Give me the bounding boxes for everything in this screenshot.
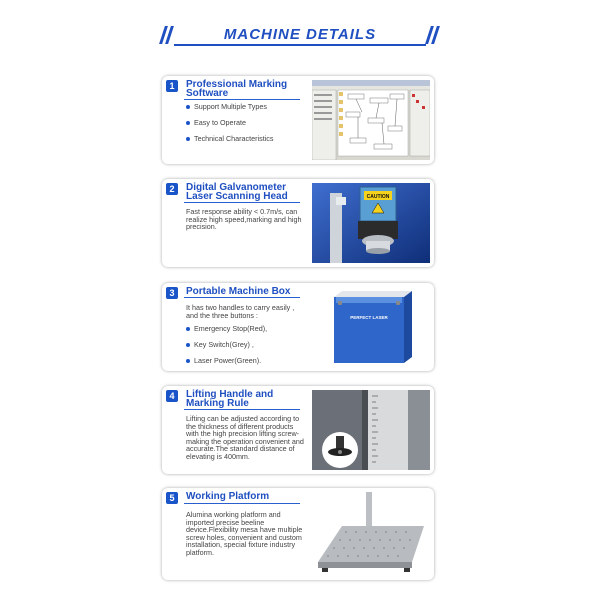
card-description: Lifting can be adjusted according to the thickness of different products with the high precision lifting screw-making the operation convenient and accurate.The standard distance of elevating is 400mm.: [186, 414, 304, 461]
header-underline: [174, 44, 426, 46]
software-screenshot-image: [312, 80, 430, 160]
list-item: Laser Power(Green).: [186, 357, 306, 365]
title-underline: [184, 409, 300, 410]
feature-card-machine-box: [162, 283, 434, 371]
button-list: [186, 325, 306, 365]
title-underline: [184, 99, 300, 100]
brand-label: PERFECT LASER: [350, 315, 388, 320]
card-title: Professional Marking Software: [186, 79, 288, 99]
card-description: Fast response ability < 0.7m/s, can realize high speed,marking and high precision.: [186, 207, 302, 232]
scanning-head-image: [312, 183, 430, 263]
feature-card-software: [162, 76, 434, 164]
feature-card-lifting-handle: [162, 386, 434, 474]
right-slash-decoration: [426, 26, 440, 46]
title-underline: [184, 297, 300, 298]
card-title: Digital Galvanometer Laser Scanning Head: [186, 182, 288, 202]
feature-list: [186, 103, 306, 143]
card-description: It has two handles to carry easily , and the three buttons :: [186, 303, 295, 320]
list-item: Support Multiple Types: [186, 103, 306, 111]
lifting-rule-image: [312, 390, 430, 470]
card-title: Lifting Handle and Marking Rule: [186, 389, 274, 409]
card-number-badge: 3: [166, 287, 178, 299]
feature-card-working-platform: [162, 488, 434, 580]
card-description: Alumina working platform and imported precise beeline device.Flexibility mesa have multiple screw holes, convenient and custom installation, special fixture industry platform.: [186, 510, 303, 557]
page-title: MACHINE DETAILS: [223, 26, 377, 43]
card-title: Portable Machine Box: [186, 286, 291, 297]
card-number-badge: 1: [166, 80, 178, 92]
title-underline: [184, 503, 300, 504]
card-number-badge: 2: [166, 183, 178, 195]
card-number-badge: 5: [166, 492, 178, 504]
section-header: [160, 22, 440, 50]
feature-card-galvanometer: [162, 179, 434, 267]
list-item: Easy to Operate: [186, 119, 306, 127]
caution-label: CAUTION: [366, 194, 390, 200]
working-platform-image: [312, 492, 430, 576]
machine-box-image: [312, 287, 430, 367]
card-number-badge: 4: [166, 390, 178, 402]
card-title: Working Platform: [186, 491, 270, 502]
list-item: Emergency Stop(Red),: [186, 325, 306, 333]
list-item: Key Switch(Grey) ,: [186, 341, 306, 349]
list-item: Technical Characteristics: [186, 135, 306, 143]
title-underline: [184, 202, 300, 203]
